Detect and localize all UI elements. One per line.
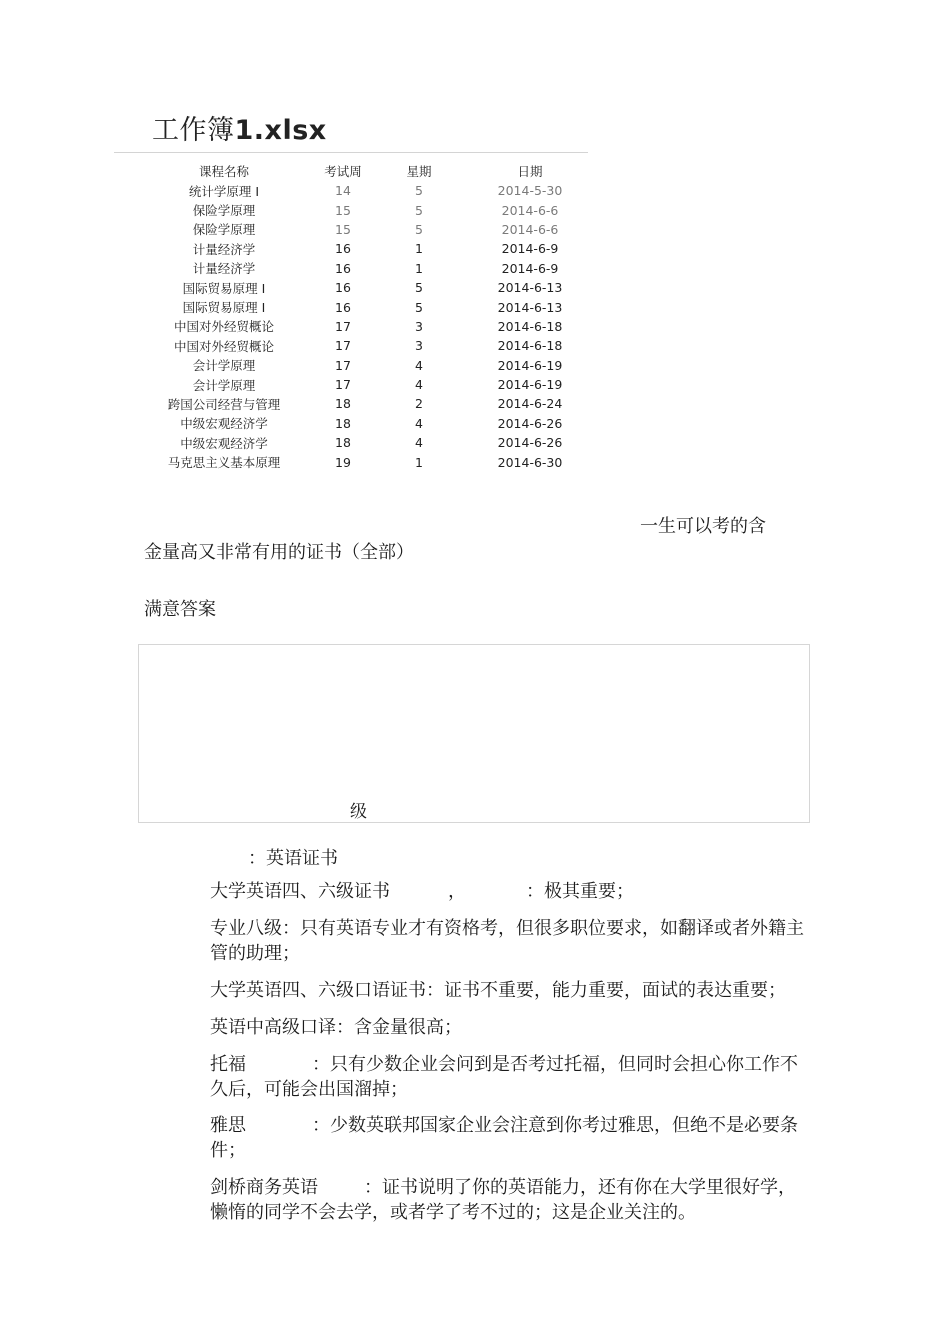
paragraph-mid: ， [448, 881, 466, 902]
cell-date: 2014-6-6 [501, 202, 559, 218]
cell-course: 保险学原理 [192, 222, 256, 238]
table-row [150, 278, 610, 297]
cell-week: 17 [335, 338, 351, 354]
paragraph-interpretation: 英语中高级口译：含金量很高； [210, 1017, 462, 1038]
cell-date: 2014-6-26 [497, 435, 563, 451]
table-header-row [150, 160, 610, 181]
paragraph-lead: 雅思 [210, 1115, 246, 1136]
cell-week: 16 [335, 241, 351, 257]
cell-week: 18 [335, 435, 351, 451]
section-title: ：英语证书 [248, 848, 338, 869]
cell-weekday: 4 [415, 377, 423, 393]
header-week: 考试周 [324, 163, 362, 179]
table-row [150, 394, 610, 413]
table-row [150, 297, 610, 316]
table-row [150, 336, 610, 355]
workbook-divider [114, 152, 588, 153]
table-row [150, 433, 610, 452]
answer-box-text: 级 [350, 802, 367, 822]
table-row [150, 259, 610, 278]
workbook-title-cn: 工作簿 [152, 115, 235, 146]
cell-date: 2014-6-24 [497, 396, 563, 412]
table-row [150, 452, 610, 471]
paragraph-spoken-cet: 大学英语四、六级口语证书：证书不重要，能力重要，面试的表达重要； [210, 980, 786, 1001]
cell-week: 17 [335, 357, 351, 373]
table-row [150, 220, 610, 239]
cell-date: 2014-6-9 [501, 260, 559, 276]
cell-date: 2014-6-30 [497, 454, 563, 470]
cell-course: 会计学原理 [192, 377, 256, 393]
exam-schedule-table [150, 160, 610, 472]
cell-week: 19 [335, 454, 351, 470]
table-row [150, 200, 610, 219]
cell-week: 17 [335, 377, 351, 393]
article-title-part2: 金量高又非常有用的证书（全部） [144, 542, 414, 563]
paragraph-lead: 剑桥商务英语 [210, 1177, 318, 1198]
table-row [150, 375, 610, 394]
workbook-title [152, 108, 327, 147]
cell-course: 国际贸易原理 I [182, 300, 266, 316]
cell-week: 18 [335, 396, 351, 412]
cell-date: 2014-6-18 [497, 318, 563, 334]
cell-week: 16 [335, 299, 351, 315]
cell-date: 2014-6-19 [497, 377, 563, 393]
cell-week: 17 [335, 318, 351, 334]
cell-date: 2014-6-13 [497, 280, 563, 296]
cell-course: 中国对外经贸概论 [173, 338, 274, 354]
cell-week: 16 [335, 280, 351, 296]
cell-weekday: 5 [415, 202, 423, 218]
cell-weekday: 5 [415, 280, 423, 296]
cell-course: 统计学原理 I [188, 183, 260, 199]
answer-box [138, 644, 810, 823]
paragraph-tem8: 专业八级：只有英语专业才有资格考，但很多职位要求，如翻译或者外籍主管的助理； [210, 918, 804, 964]
table-row [150, 239, 610, 258]
cell-week: 14 [335, 183, 351, 199]
cell-weekday: 3 [415, 338, 423, 354]
cell-course: 国际贸易原理 I [182, 280, 266, 296]
paragraph-lead: 托福 [210, 1054, 246, 1075]
cell-week: 15 [335, 221, 351, 237]
cell-weekday: 5 [415, 221, 423, 237]
table-row [150, 317, 610, 336]
table-row [150, 181, 610, 200]
cell-date: 2014-6-13 [497, 299, 563, 315]
cell-date: 2014-5-30 [497, 183, 563, 199]
cell-weekday: 1 [415, 260, 423, 276]
cell-course: 中级宏观经济学 [180, 435, 268, 451]
paragraph-body: ：只有少数企业会问到是否考过托福，但同时会担心你工作不久后，可能会出国溜掉； [210, 1054, 798, 1100]
answer-label: 满意答案 [144, 599, 216, 620]
cell-weekday: 4 [415, 415, 423, 431]
paragraph-body: ：少数英联邦国家企业会注意到你考过雅思，但绝不是必要条件； [210, 1115, 798, 1161]
cell-date: 2014-6-6 [501, 221, 559, 237]
cell-weekday: 5 [415, 299, 423, 315]
cell-week: 18 [335, 415, 351, 431]
paragraph-bec [210, 1175, 810, 1225]
cell-weekday: 5 [415, 183, 423, 199]
cell-weekday: 2 [415, 396, 423, 412]
cell-date: 2014-6-26 [497, 415, 563, 431]
table-row [150, 356, 610, 375]
cell-weekday: 4 [415, 357, 423, 373]
cell-course: 会计学原理 [192, 358, 256, 374]
cell-course: 计量经济学 [192, 261, 256, 277]
table-row [150, 414, 610, 433]
cell-weekday: 1 [415, 454, 423, 470]
cell-date: 2014-6-9 [501, 241, 559, 257]
cell-course: 计量经济学 [192, 241, 256, 257]
cell-course: 中国对外经贸概论 [173, 319, 274, 335]
paragraph-ielts [210, 1113, 810, 1163]
cell-date: 2014-6-19 [497, 357, 563, 373]
cell-weekday: 1 [415, 241, 423, 257]
header-weekday: 星期 [406, 163, 432, 179]
cell-date: 2014-6-18 [497, 338, 563, 354]
workbook-filename: 1.xlsx [234, 115, 327, 146]
paragraph-body: ：证书说明了你的英语能力，还有你在大学里很好学，懒惰的同学不会去学，或者学了考不过的；这是企业关注的。 [210, 1177, 796, 1223]
cell-course: 保险学原理 [192, 203, 256, 219]
paragraph-body: ：极其重要； [526, 881, 634, 902]
paragraph-lead: 大学英语四、六级证书 [210, 881, 390, 902]
paragraph-cet46 [210, 879, 810, 904]
header-date: 日期 [517, 163, 543, 179]
cell-course: 马克思主义基本原理 [167, 455, 281, 471]
paragraph-toefl [210, 1052, 810, 1102]
cell-course: 跨国公司经营与管理 [167, 396, 281, 412]
cell-weekday: 4 [415, 435, 423, 451]
article-title-part1: 一生可以考的含 [640, 516, 766, 537]
cell-course: 中级宏观经济学 [180, 416, 268, 432]
header-course: 课程名称 [198, 163, 249, 179]
cell-week: 16 [335, 260, 351, 276]
cell-weekday: 3 [415, 318, 423, 334]
cell-week: 15 [335, 202, 351, 218]
